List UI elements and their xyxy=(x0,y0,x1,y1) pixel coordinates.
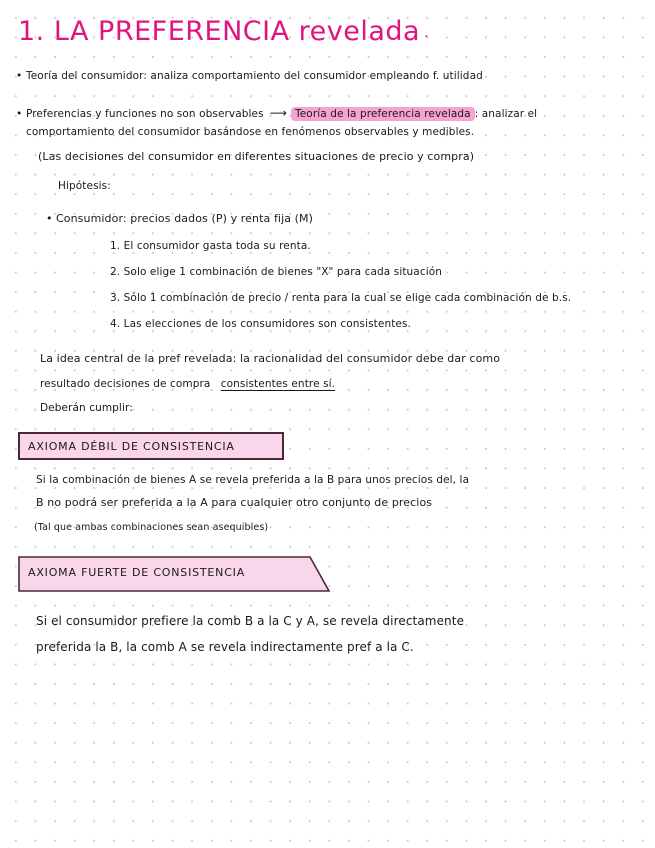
theory-line: • Teoría del consumidor: analiza comportamiento del consumidor empleando f. utilidad xyxy=(16,70,483,82)
hypothesis-item-1: 1. El consumidor gasta toda su renta. xyxy=(110,240,311,252)
behavior-line: comportamiento del consumidor basándose en fenómenos observables y medibles. xyxy=(26,126,475,138)
hypothesis-item-4: 4. Las elecciones de los consumidores son consistentes. xyxy=(110,318,411,330)
highlighted-term: Teoría de la preferencia revelada xyxy=(291,107,475,121)
central-idea-line: La idea central de la pref revelada: la racionalidad del consumidor debe dar como xyxy=(40,352,501,365)
page-title: 1. LA PREFERENCIA revelada . xyxy=(18,16,430,47)
bullet-icon: • xyxy=(16,70,23,82)
strong-axiom-line-2: preferida la B, la comb A se revela indirectamente pref a la C. xyxy=(36,640,414,654)
weak-axiom-note: (Tal que ambas combinaciones sean asequibles) xyxy=(34,522,269,533)
hypothesis-item-3: 3. Sólo 1 combinación de precio / renta para la cual se elige cada combinación de b.s. xyxy=(110,292,572,304)
hypothesis-heading: Hipótesis: xyxy=(58,180,111,192)
consistent-line: resultado decisiones de compra consistentes entre sí. xyxy=(40,378,336,390)
decisions-note: (Las decisiones del consumidor en diferentes situaciones de precio y compra) xyxy=(38,150,475,163)
strong-axiom-line-1: Si el consumidor prefiere la comb B a la C y A, se revela directamente xyxy=(36,614,465,628)
underlined-term: consistentes entre sí. xyxy=(220,378,336,390)
weak-axiom-heading: AXIOMA DÉBIL DE CONSISTENCIA xyxy=(18,432,284,460)
strong-axiom-heading: AXIOMA FUERTE DE CONSISTENCIA xyxy=(18,556,330,592)
bullet-icon: • xyxy=(16,108,23,120)
observables-line: • Preferencias y funciones no son observables ⟶ Teoría de la preferencia revelada : analizar el xyxy=(16,106,538,120)
bullet-icon: • xyxy=(46,212,53,225)
hypothesis-item-2: 2. Solo elige 1 combinación de bienes "X" para cada situación xyxy=(110,266,443,278)
weak-axiom-line-2: B no podrá ser preferida a la A para cualquier otro conjunto de precios xyxy=(36,496,433,509)
arrow-right-icon: ⟶ xyxy=(269,106,287,120)
consumer-line: • Consumidor: precios dados (P) y renta fija (M) xyxy=(46,212,314,225)
weak-axiom-line-1: Si la combinación de bienes A se revela preferida a la B para unos precios del, la xyxy=(36,474,470,486)
must-fulfill-line: Deberán cumplir: xyxy=(40,402,133,414)
title-dot: . xyxy=(424,24,430,41)
